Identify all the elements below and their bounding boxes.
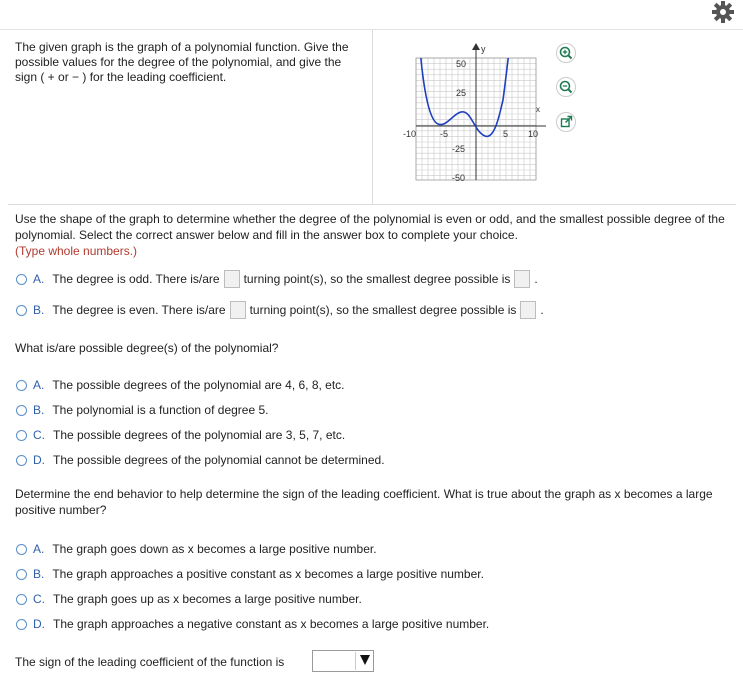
radio-button[interactable] bbox=[16, 455, 27, 466]
option-text: The possible degrees of the polynomial are 3, 5, 7, etc. bbox=[53, 428, 346, 442]
select-separator bbox=[355, 652, 356, 670]
gear-icon[interactable] bbox=[711, 0, 735, 24]
popout-icon[interactable] bbox=[556, 112, 576, 132]
zoom-in-icon[interactable] bbox=[556, 43, 576, 63]
part3-option-c[interactable] bbox=[16, 590, 362, 608]
option-text: The graph goes up as x becomes a large positive number. bbox=[53, 592, 362, 606]
radio-button[interactable] bbox=[16, 305, 27, 316]
part2-option-a[interactable] bbox=[16, 376, 345, 394]
part2-question: What is/are possible degree(s) of the polynomial? bbox=[15, 341, 279, 355]
option-letter: C. bbox=[33, 428, 45, 442]
option-text: The possible degrees of the polynomial are 4, 6, 8, etc. bbox=[52, 378, 345, 392]
y-axis-label: y bbox=[481, 44, 486, 54]
part3-question: Determine the end behavior to help determine the sign of the leading coefficient. What is true about the graph as x becomes a large positive number? bbox=[15, 487, 713, 517]
part1-option-b[interactable] bbox=[16, 301, 544, 319]
option-text: The polynomial is a function of degree 5. bbox=[52, 403, 269, 417]
option-letter: A. bbox=[33, 378, 45, 392]
part3-option-d[interactable] bbox=[16, 615, 489, 633]
turning-points-input-a[interactable] bbox=[224, 270, 240, 288]
vertical-divider bbox=[372, 30, 373, 204]
radio-button[interactable] bbox=[16, 405, 27, 416]
option-text: The graph goes down as x becomes a large positive number. bbox=[52, 542, 377, 556]
option-text: turning point(s), so the smallest degree possible is bbox=[249, 303, 517, 317]
x-tick-5: 5 bbox=[503, 129, 509, 139]
radio-button[interactable] bbox=[16, 430, 27, 441]
sign-select[interactable] bbox=[312, 650, 374, 672]
chevron-down-icon bbox=[360, 655, 370, 665]
part2-option-d[interactable] bbox=[16, 451, 385, 469]
x-tick-10: 10 bbox=[528, 129, 539, 139]
degree-input-a[interactable] bbox=[514, 270, 530, 288]
option-letter: D. bbox=[33, 617, 45, 631]
option-text: The degree is odd. There is/are bbox=[52, 272, 220, 286]
x-tick-neg10: -10 bbox=[403, 129, 417, 139]
turning-points-input-b[interactable] bbox=[230, 301, 246, 319]
option-letter: B. bbox=[33, 303, 45, 317]
option-text: The degree is even. There is/are bbox=[52, 303, 226, 317]
radio-button[interactable] bbox=[16, 569, 27, 580]
part3-option-b[interactable] bbox=[16, 565, 484, 583]
radio-button[interactable] bbox=[16, 380, 27, 391]
radio-button[interactable] bbox=[16, 594, 27, 605]
option-letter: C. bbox=[33, 592, 45, 606]
y-tick-25: 25 bbox=[456, 88, 467, 98]
polynomial-graph bbox=[400, 40, 550, 185]
horizontal-divider bbox=[8, 204, 736, 205]
part3-option-a[interactable] bbox=[16, 540, 377, 558]
option-letter: B. bbox=[33, 403, 45, 417]
option-text: . bbox=[534, 272, 538, 286]
zoom-out-icon[interactable] bbox=[556, 77, 576, 97]
option-letter: A. bbox=[33, 272, 45, 286]
x-tick-neg5: -5 bbox=[440, 129, 449, 139]
part2-option-c[interactable] bbox=[16, 426, 345, 444]
option-letter: D. bbox=[33, 453, 45, 467]
option-text: turning point(s), so the smallest degree possible is bbox=[243, 272, 511, 286]
part2-option-b[interactable] bbox=[16, 401, 268, 419]
option-letter: B. bbox=[33, 567, 45, 581]
option-text: . bbox=[540, 303, 544, 317]
instructions-text: Use the shape of the graph to determine whether the degree of the polynomial is even or odd, and the smallest possible degree of the polynomial. Select the correct answer below and fill in the answer box to complete your choice. bbox=[15, 212, 725, 242]
option-text: The graph approaches a negative constant as x becomes a large positive number. bbox=[53, 617, 490, 631]
top-toolbar bbox=[0, 0, 743, 30]
y-tick-neg25: -25 bbox=[452, 144, 466, 154]
radio-button[interactable] bbox=[16, 619, 27, 630]
x-axis-label: x bbox=[536, 105, 540, 114]
radio-button[interactable] bbox=[16, 544, 27, 555]
option-text: The possible degrees of the polynomial cannot be determined. bbox=[53, 453, 385, 467]
option-letter: A. bbox=[33, 542, 45, 556]
sign-label: The sign of the leading coefficient of the function is bbox=[15, 655, 285, 669]
y-tick-50: 50 bbox=[456, 59, 467, 69]
hint-text: (Type whole numbers.) bbox=[15, 244, 138, 258]
instructions bbox=[15, 211, 730, 259]
part1-option-a[interactable] bbox=[16, 270, 538, 288]
radio-button[interactable] bbox=[16, 274, 27, 285]
y-tick-neg50: -50 bbox=[452, 173, 466, 183]
question-text: The given graph is the graph of a polynomial function. Give the possible values for the degree of the polynomial, and give the sign ( + or − ) for the leading coefficient. bbox=[15, 40, 349, 84]
option-text: The graph approaches a positive constant as x becomes a large positive number. bbox=[52, 567, 484, 581]
degree-input-b[interactable] bbox=[520, 301, 536, 319]
